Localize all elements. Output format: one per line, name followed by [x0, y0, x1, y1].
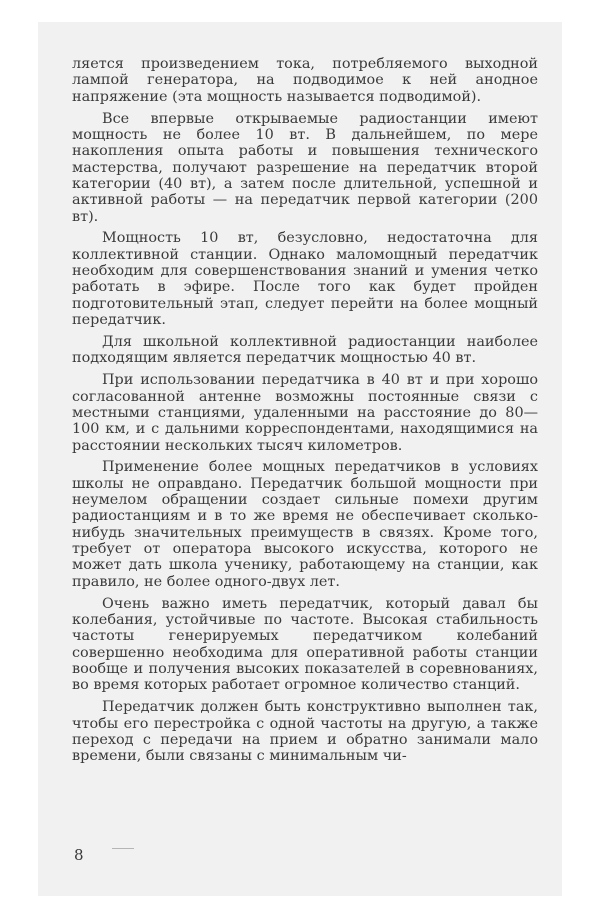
paragraph-7: Очень важно иметь передатчик, который давал бы колебания, устойчивые по частоте. Высокая стабильность частоты генерируемых передатчиком колебаний совершенно необходима для оперативной работы станции вообще и получения высоких показателей в соревнованиях, во время которых работает огромное количество станций. — [72, 595, 538, 694]
paragraph-1: ляется произведением тока, потребляемого выходной лампой генератора, на подводимое к ней анодное напряжение (эта мощность называется подводимой). — [72, 56, 538, 105]
page-number: 8 — [74, 846, 84, 864]
paragraph-3: Мощность 10 вт, безусловно, недостаточна для коллективной станции. Однако маломощный передатчик необходим для совершенствования знаний и умения четко работать в эфире. После того как будет пройден подготовительный этап, следует перейти на более мощный передатчик. — [72, 230, 538, 329]
paragraph-8: Передатчик должен быть конструктивно выполнен так, чтобы его перестройка с одной частоты на другую, а также переход с передачи на прием и обратно занимали мало времени, были связаны с минимальным чи- — [72, 699, 538, 765]
scan-mark — [112, 848, 134, 849]
page-text — [72, 56, 538, 765]
paragraph-5: При использовании передатчика в 40 вт и при хорошо согласованной антенне возможны постоянные связи с местными станциями, удаленными на расстояние до 80—100 км, и с дальними корреспондентами, находящимися на расстоянии нескольких тысяч километров. — [72, 372, 538, 454]
paragraph-2: Все впервые открываемые радиостанции имеют мощность не более 10 вт. В дальнейшем, по мере накопления опыта работы и повышения технического мастерства, получают разрешение на передатчик второй категории (40 вт), а затем после длительной, успешной и активной работы — на передатчик первой категории (200 вт). — [72, 110, 538, 225]
paragraph-6: Применение более мощных передатчиков в условиях школы не оправдано. Передатчик большой мощности при неумелом обращении создает сильные помехи другим радиостанциям и в то же время не обеспечивает сколько-нибудь значительных преимуществ в связях. Кроме того, требует от оператора высокого искусства, которого не может дать школа ученику, работающему на станции, как правило, не более одного-двух лет. — [72, 459, 538, 590]
paragraph-4: Для школьной коллективной радиостанции наиболее подходящим является передатчик мощностью 40 вт. — [72, 334, 538, 367]
